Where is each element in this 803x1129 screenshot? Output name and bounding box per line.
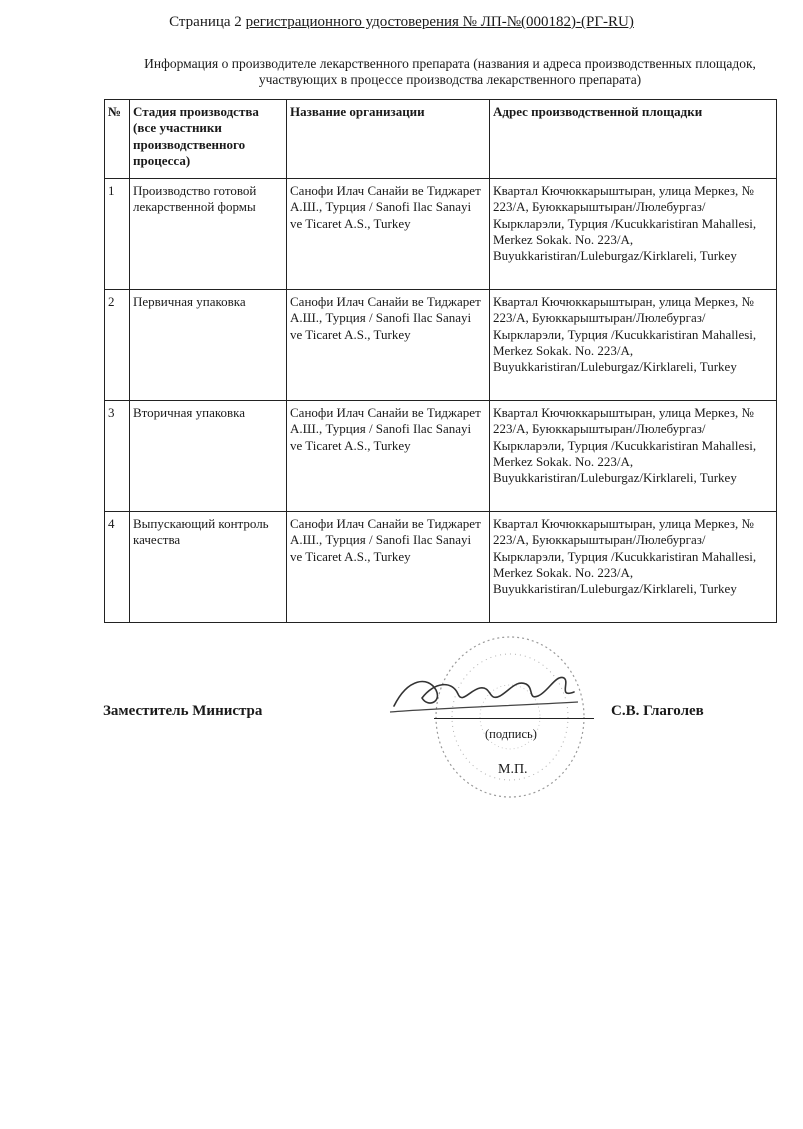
signatory-name: С.В. Глаголев bbox=[611, 703, 704, 719]
signature-line bbox=[434, 718, 594, 719]
table-row bbox=[105, 401, 777, 512]
row-address: Квартал Кючюккарыштыран, улица Меркез, № 223/А, Буюккарыштыран/Люлебургаз/Кыркларэли, Турция /Kucukkaristiran Mahallesi, Merkez Sokak. No. 223/A, Buyukkaristiran/Luleburgaz/Kirklareli, Turkey bbox=[490, 512, 777, 623]
intro-line-2: участвующих в процессе производства лекарственного препарата) bbox=[258, 72, 642, 87]
row-org: Санофи Илач Санайи ве Тиджарет А.Ш., Турция / Sanofi Ilac Sanayi ve Ticaret A.S., Turkey bbox=[287, 290, 490, 401]
page-header bbox=[0, 14, 803, 31]
row-org: Санофи Илач Санайи ве Тиджарет А.Ш., Турция / Sanofi Ilac Sanayi ve Ticaret A.S., Turkey bbox=[287, 401, 490, 512]
certificate-number: регистрационного удостоверения № ЛП-№(000182)-(РГ-RU) bbox=[245, 14, 634, 30]
header-org: Название организации bbox=[287, 100, 490, 179]
signatory-role: Заместитель Министра bbox=[103, 703, 263, 719]
row-stage: Первичная упаковка bbox=[130, 290, 287, 401]
table-row bbox=[105, 290, 777, 401]
page-label: Страница 2 bbox=[169, 14, 242, 30]
row-num: 1 bbox=[105, 179, 130, 290]
table-row bbox=[105, 179, 777, 290]
header-stage: Стадия производства (все участники производственного процесса) bbox=[130, 100, 287, 179]
stamp-place-label: М.П. bbox=[498, 762, 528, 777]
row-stage: Вторичная упаковка bbox=[130, 401, 287, 512]
manufacturer-table bbox=[104, 99, 777, 623]
row-address: Квартал Кючюккарыштыран, улица Меркез, № 223/А, Буюккарыштыран/Люлебургаз/Кыркларэли, Турция /Kucukkaristiran Mahallesi, Merkez Sokak. No. 223/A, Buyukkaristiran/Luleburgaz/Kirklareli, Turkey bbox=[490, 401, 777, 512]
signature-caption: (подпись) bbox=[485, 727, 537, 741]
row-num: 4 bbox=[105, 512, 130, 623]
row-org: Санофи Илач Санайи ве Тиджарет А.Ш., Турция / Sanofi Ilac Sanayi ve Ticaret A.S., Turkey bbox=[287, 512, 490, 623]
row-num: 3 bbox=[105, 401, 130, 512]
row-num: 2 bbox=[105, 290, 130, 401]
intro-text bbox=[110, 56, 790, 88]
table-header-row bbox=[105, 100, 777, 179]
header-num: № bbox=[105, 100, 130, 179]
table-row bbox=[105, 512, 777, 623]
row-address: Квартал Кючюккарыштыран, улица Меркез, № 223/А, Буюккарыштыран/Люлебургаз/Кыркларэли, Турция /Kucukkaristiran Mahallesi, Merkez Sokak. No. 223/A, Buyukkaristiran/Luleburgaz/Kirklareli, Turkey bbox=[490, 290, 777, 401]
row-stage: Производство готовой лекарственной формы bbox=[130, 179, 287, 290]
row-org: Санофи Илач Санайи ве Тиджарет А.Ш., Турция / Sanofi Ilac Sanayi ve Ticaret A.S., Turkey bbox=[287, 179, 490, 290]
intro-line-1: Информация о производителе лекарственного препарата (названия и адреса производственных площадок, bbox=[144, 56, 756, 71]
header-address: Адрес производственной площадки bbox=[490, 100, 777, 179]
row-address: Квартал Кючюккарыштыран, улица Меркез, № 223/А, Буюккарыштыран/Люлебургаз/Кыркларэли, Турция /Kucukkaristiran Mahallesi, Merkez Sokak. No. 223/A, Buyukkaristiran/Luleburgaz/Kirklareli, Turkey bbox=[490, 179, 777, 290]
handwritten-signature bbox=[388, 668, 588, 716]
row-stage: Выпускающий контроль качества bbox=[130, 512, 287, 623]
